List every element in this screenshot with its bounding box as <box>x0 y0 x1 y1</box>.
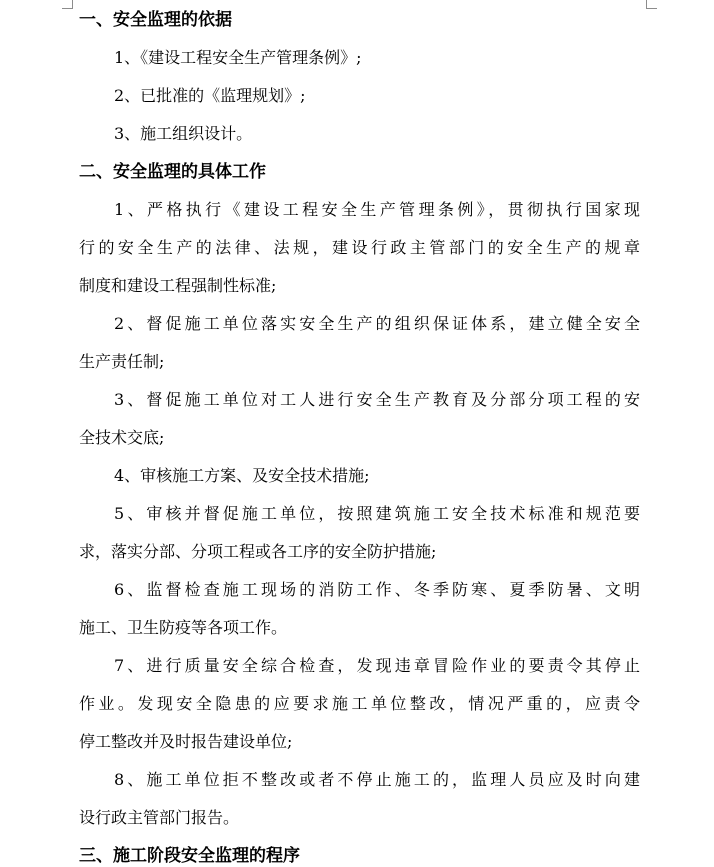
paragraph-line: 生产责任制; <box>79 352 165 371</box>
paragraph-line: 6、监督检查施工现场的消防工作、冬季防寒、夏季防暑、文明 <box>114 580 640 599</box>
paragraph-line: 求，落实分部、分项工程或各工序的安全防护措施; <box>79 542 437 561</box>
paragraph-line: 行的安全生产的法律、法规，建设行政主管部门的安全生产的规章 <box>79 238 640 257</box>
paragraph-line: 8、施工单位拒不整改或者不停止施工的，监理人员应及时向建 <box>114 770 640 789</box>
paragraph-line: 全技术交底; <box>79 428 165 447</box>
section-heading-1: 一、安全监理的依据 <box>79 10 232 30</box>
paragraph-line: 3、督促施工单位对工人进行安全生产教育及分部分项工程的安 <box>114 390 640 409</box>
list-item: 1、《建设工程安全生产管理条例》; <box>114 48 362 67</box>
paragraph-line: 制度和建设工程强制性标准; <box>79 276 277 295</box>
list-item: 3、施工组织设计。 <box>114 124 253 143</box>
page-corner-mark-left <box>62 0 73 9</box>
paragraph-line: 设行政主管部门报告。 <box>79 808 240 827</box>
paragraph-line: 停工整改并及时报告建设单位; <box>79 732 293 751</box>
paragraph-line: 1、严格执行《建设工程安全生产管理条例》，贯彻执行国家现 <box>114 200 640 219</box>
paragraph-line: 2、督促施工单位落实安全生产的组织保证体系，建立健全安全 <box>114 314 640 333</box>
paragraph-line: 7、进行质量安全综合检查，发现违章冒险作业的要责令其停止 <box>114 656 640 675</box>
list-item: 2、已批准的《监理规划》; <box>114 86 306 105</box>
section-heading-3: 三、施工阶段安全监理的程序 <box>79 846 300 866</box>
section-heading-2: 二、安全监理的具体工作 <box>79 162 266 182</box>
page-corner-mark-right <box>646 0 657 9</box>
paragraph-line: 5、审核并督促施工单位，按照建筑施工安全技术标准和规范要 <box>114 504 640 523</box>
paragraph-line: 作业。发现安全隐患的应要求施工单位整改，情况严重的，应责令 <box>79 694 640 713</box>
paragraph-line: 4、审核施工方案、及安全技术措施; <box>114 466 370 485</box>
paragraph-line: 施工、卫生防疫等各项工作。 <box>79 618 288 637</box>
